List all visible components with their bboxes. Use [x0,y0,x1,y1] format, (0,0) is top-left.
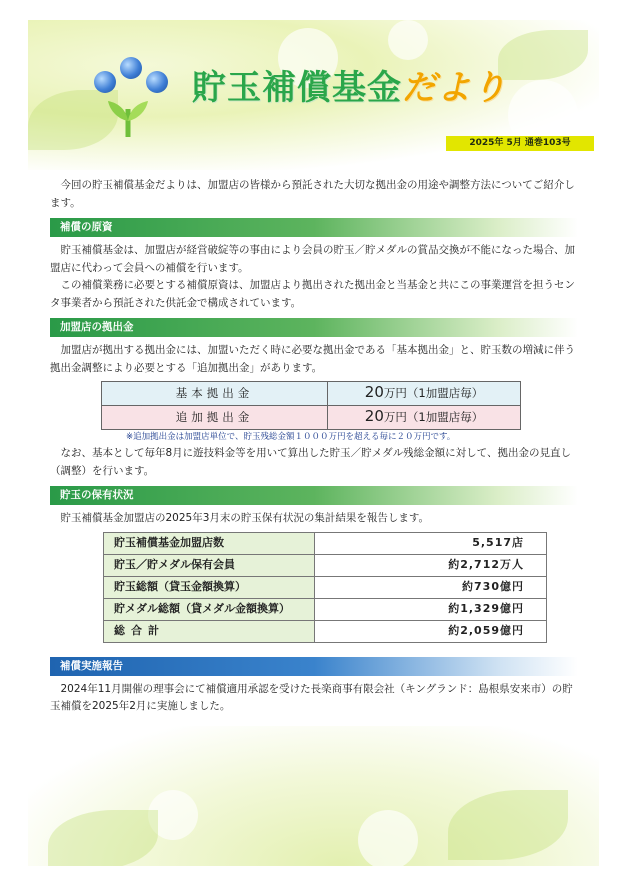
section-heading: 貯玉の保有状況 [50,486,578,505]
decor-bubble [358,810,418,866]
table-cell-value: 約2,712万人 [315,554,547,576]
table-row [104,598,547,620]
newsletter-title [192,60,507,109]
table-cell-label: 総合計 [104,620,315,642]
table-cell-value: 約730億円 [315,576,547,598]
newsletter-page [28,20,599,866]
section-paragraph: 加盟店が拠出する拠出金には、加盟いただく時に必要な拠出金である「基本拠出金」と、貯玉数の増減に伴う拠出金調整により必要とする「追加拠出金」があります。 [50,344,575,374]
section-paragraph: 貯玉補償基金加盟店の2025年3月末の貯玉保有状況の集計結果を報告します。 [60,512,430,524]
amount: 20 [364,407,384,426]
table-row [104,532,547,554]
table-cell-value [328,382,521,406]
title-main: 貯玉補償基金 [192,68,402,108]
title-accent: だより [402,68,507,108]
section-heading: 補償の原資 [50,218,578,237]
holdings-table [103,532,547,643]
table-row-total [104,620,547,642]
table-cell-label: 追加拠出金 [102,406,328,430]
amount-unit: 万円（1加盟店毎） [383,410,484,425]
section-heading: 加盟店の拠出金 [50,318,578,337]
amount: 20 [364,383,384,402]
table-row [104,554,547,576]
sprout-icon [108,97,148,137]
section-paragraph: 貯玉補償基金は、加盟店が経営破綻等の事由により会員の貯玉／貯メダルの賞品交換が不能になった場合、加盟店に代わって会員への補償を行います。 [50,244,575,274]
logo-ball-icon [120,57,142,79]
amount-unit: 万円（1加盟店毎） [383,386,484,401]
table-cell-value: 5,517店 [315,532,547,554]
decor-bubble [388,20,428,60]
table-cell-label: 貯玉総額（貸玉金額換算） [104,576,315,598]
table-note: ※追加拠出金は加盟店単位で、貯玉残総金額１０００万円を超える毎に２０万円です。 [126,432,456,442]
table-cell-label: 基本拠出金 [102,382,328,406]
section-heading: 補償実施報告 [50,657,578,676]
logo-ball-icon [94,71,116,93]
table-cell-label: 貯メダル総額（貸メダル金額換算） [104,598,315,620]
table-row [102,382,521,406]
section-paragraph: 2024年11月開催の理事会にて補償適用承認を受けた長楽商事有限会社（キングランド：島根県安来市）の貯玉補償を2025年2月に実施しました。 [50,682,573,712]
fund-logo [90,53,170,143]
table-cell-value [328,406,521,430]
section-paragraph: なお、基本として毎年8月に遊技料金等を用いて算出した貯玉／貯メダル残総金額に対して、拠出金の見直し（調整）を行います。 [50,447,571,477]
main-content [50,177,578,716]
intro-paragraph: 今回の貯玉補償基金だよりは、加盟店の皆様から預託された大切な拠出金の用途や調整方法についてご紹介します。 [50,179,575,209]
table-cell-value: 約2,059億円 [315,620,547,642]
table-cell-label: 貯玉補償基金加盟店数 [104,532,315,554]
table-row [104,576,547,598]
issue-label: 2025年 5月 通巻103号 [446,136,594,151]
table-cell-value: 約1,329億円 [315,598,547,620]
table-row [102,406,521,430]
table-cell-label: 貯玉／貯メダル保有会員 [104,554,315,576]
logo-ball-icon [146,71,168,93]
section-paragraph: この補償業務に必要とする補償原資は、加盟店より拠出された拠出金と当基金と共にこの事業運営を担うセンタ事業者から預託された供託金で構成されています。 [50,279,575,309]
contribution-table [101,381,521,430]
